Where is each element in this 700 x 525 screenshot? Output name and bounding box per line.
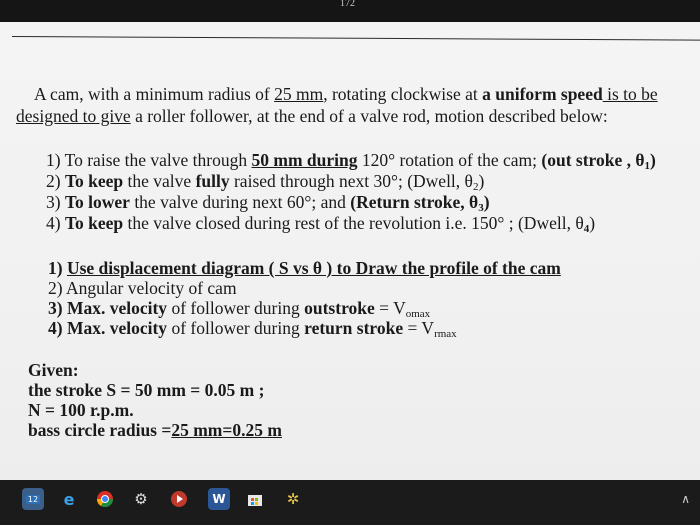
motion-action: To keep [64,171,124,191]
motion-item-2 [46,171,484,193]
task-text: of follower during [167,318,305,338]
header-rule [12,36,700,41]
motion-subscript: 3 [478,202,484,214]
motion-item-3 [46,192,490,214]
given-speed: N = 100 r.p.m. [28,400,134,420]
motion-emphasis: fully [195,171,230,191]
intro-text: , rotating clockwise at [323,84,483,104]
motion-text: the valve closed during rest of the revolution i.e. 150° ; (Dwell, θ [123,213,584,233]
intro-min-radius: 25 mm [274,84,324,104]
given-stroke: the stroke S = 50 mm = 0.05 m ; [28,380,265,400]
task-item-1 [48,258,561,279]
task-text: = V [403,318,435,338]
edge-icon[interactable]: e [63,489,75,509]
task-subscript: rmax [434,328,457,340]
pinwheel-icon[interactable]: ✲ [286,490,300,508]
motion-subscript: 4 [583,223,590,235]
intro-designed-to-give: designed to give [16,106,131,126]
task-text: Angular velocity of cam [66,278,237,298]
motion-label: (Return stroke, θ [350,192,479,212]
intro-text: a roller follower, at the end of a valve rod, motion described below: [130,106,608,126]
taskbar [0,480,700,525]
page-indicator: 172 [340,0,355,9]
task-emphasis: Max. velocity [66,318,168,338]
intro-line-2 [16,106,608,127]
monitor-top-bezel [0,0,700,22]
task-text: Use displacement diagram ( S vs θ ) to Draw the profile of the cam [66,258,561,278]
list-number: 4) [46,213,65,233]
task-text: of follower during [167,298,305,318]
intro-line-1 [34,84,658,105]
media-icon[interactable] [168,488,190,510]
task-emphasis: outstroke [304,298,375,318]
motion-text: the valve [123,171,196,191]
chevron-up-icon[interactable]: ∧ [681,492,690,506]
motion-subscript: 2 [472,181,479,193]
battery-badge: 12 [27,494,39,504]
given-text: bass circle radius = [28,420,172,440]
given-value: 25 mm=0.25 m [171,420,282,440]
motion-label-close: ) [478,171,485,191]
motion-label: (out stroke , θ [541,150,645,170]
motion-text: the valve during next 60°; and [129,192,351,212]
motion-subscript: 1 [644,160,651,172]
motion-text: the valve through [120,150,252,170]
document-page [0,22,700,480]
task-item-4 [48,318,457,340]
intro-text: A cam, with a minimum radius of [34,84,275,104]
motion-text: 120° rotation of the cam; [357,150,542,170]
list-number: 1) [46,150,65,170]
battery-icon[interactable] [22,488,44,510]
chrome-icon[interactable] [94,488,116,510]
settings-icon[interactable]: ⚙ [134,490,148,508]
motion-action: To raise [64,150,121,170]
task-item-2 [48,278,237,299]
list-number: 3) [46,192,65,212]
motion-action: To keep [64,213,124,233]
task-text: = V [374,298,406,318]
motion-text: raised through next 30°; (Dwell, θ [229,171,473,191]
task-subscript: omax [405,308,431,320]
motion-label-close: ) [589,213,596,233]
list-number: 4) [48,318,67,338]
word-label: W [212,492,226,506]
motion-action: To lower [64,192,130,212]
intro-uniform-speed: a uniform speed [482,84,603,104]
intro-text: is to be [602,84,658,104]
motion-stroke-length: 50 mm during [251,150,358,170]
given-heading: Given: [28,360,79,380]
list-number: 2) [46,171,65,191]
store-icon[interactable] [244,488,266,510]
list-number: 3) [48,298,67,318]
motion-label-close: ) [650,150,656,170]
motion-label-close: ) [483,192,490,212]
motion-item-1 [46,150,656,172]
given-base-radius [28,420,282,441]
list-number: 2) [48,278,66,298]
word-icon[interactable] [208,488,230,510]
motion-item-4 [46,213,595,235]
task-item-3 [48,298,430,320]
task-emphasis: Max. velocity [66,298,168,318]
task-emphasis: return stroke [304,318,404,338]
list-number: 1) [48,258,67,278]
